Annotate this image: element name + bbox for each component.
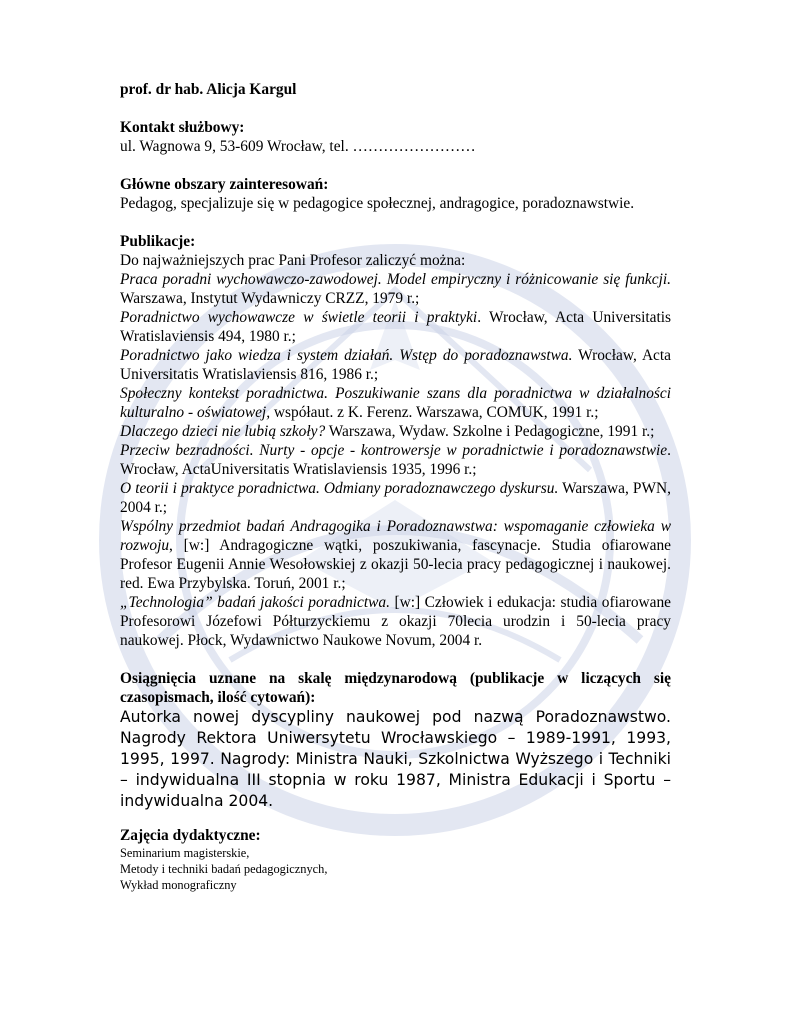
publication-details: współaut. z K. Ferenz. Warszawa, COMUK, 1991 r.; — [270, 404, 599, 421]
publication-item — [120, 517, 671, 593]
publication-title: Poradnictwo wychowawcze w świetle teorii i praktyki — [120, 309, 478, 326]
publication-item — [120, 593, 671, 650]
publication-title: O teorii i praktyce poradnictwa. Odmiany poradoznawczego dyskursu. — [120, 480, 559, 497]
page-title: prof. dr hab. Alicja Kargul — [120, 81, 297, 98]
teaching-item: Wykład monograficzny — [120, 878, 237, 892]
publications-intro: Do najważniejszych prac Pani Profesor zaliczyć można: — [120, 252, 466, 269]
publication-details: , [w:] Andragogiczne wątki, poszukiwania, fascynacje. Studia ofiarowane Profesor Eugenii Annie Wesołowskiej z okazji 50-lecia pracy pedagogicznej i naukowej. red. Ewa Przybylska. Toruń, 2001 r.; — [120, 537, 671, 592]
publication-title: Wspólny przedmiot badań Andragogika i Poradoznawstwa: wspomaganie człowieka w rozwoju — [120, 518, 671, 554]
publication-item — [120, 422, 671, 441]
publication-details: Warszawa, Wydaw. Szkolne i Pedagogiczne, 1991 r.; — [325, 423, 655, 440]
publication-details: . Wrocław, Acta Universitatis Wratislaviensis 494, 1980 r.; — [120, 309, 671, 345]
achievements-text: Autorka nowej dyscypliny naukowej pod nazwą Poradoznawstwo. Nagrody Rektora Uniwersytetu Wrocławskiego – 1989-1991, 1993, 1995, 1997. Nagrody: Ministra Nauki, Szkolnictwa Wyższego i Techniki – indywidualna III stopnia w roku 1987, Ministra Edukacji i Sportu – indywidualna 2004. — [120, 708, 671, 810]
contact-address: ul. Wagnowa 9, 53-609 Wrocław, tel. …………………… — [120, 138, 476, 155]
publication-title: Poradnictwo jako wiedza i system działań. Wstęp do poradoznawstwa. — [120, 347, 573, 364]
publication-details: Wrocław, Acta Universitatis Wratislaviensis 816, 1986 r.; — [120, 347, 671, 383]
publication-details: [w:] Człowiek i edukacja: studia ofiarowane Profesorowi Józefowi Półturzyckiemu z okazji 70lecia urodzin i 50-lecia pracy naukowej. Płock, Wydawnictwo Naukowe Novum, 2004 r. — [120, 594, 671, 649]
teaching-item: Metody i techniki badań pedagogicznych, — [120, 862, 328, 876]
publication-title: „Technologia” badań jakości poradnictwa. — [120, 594, 390, 611]
publication-item — [120, 479, 671, 517]
contact-heading: Kontakt służbowy: — [120, 119, 245, 136]
publication-details: Warszawa, PWN, 2004 r.; — [120, 480, 671, 516]
publication-details: Warszawa, Instytut Wydawniczy CRZZ, 1979 r.; — [120, 290, 420, 307]
publication-title: Przeciw bezradności. Nurty - opcje - kontrowersje w poradnictwie i poradoznawstwie — [120, 442, 668, 459]
document-page — [120, 80, 671, 893]
publication-item — [120, 346, 671, 384]
publication-item — [120, 441, 671, 479]
publications-heading: Publikacje: — [120, 233, 196, 250]
publication-title: Praca poradni wychowawczo-zawodowej. Model empiryczny i różnicowanie się funkcji. — [120, 271, 671, 288]
publication-title: Dlaczego dzieci nie lubią szkoły? — [120, 423, 326, 440]
teaching-item: Seminarium magisterskie, — [120, 846, 250, 860]
publication-item — [120, 308, 671, 346]
interests-heading: Główne obszary zainteresowań: — [120, 176, 329, 193]
interests-text: Pedagog, specjalizuje się w pedagogice społecznej, andragogice, poradoznawstwie. — [120, 195, 635, 212]
publication-title: Społeczny kontekst poradnictwa. Poszukiwanie szans dla poradnictwa w działalności kulturalno - oświatowej, — [120, 385, 671, 421]
publication-item — [120, 384, 671, 422]
publication-details: . Wrocław, ActaUniversitatis Wratislaviensis 1935, 1996 r.; — [120, 442, 671, 478]
publication-item — [120, 270, 671, 308]
teaching-heading: Zajęcia dydaktyczne: — [120, 827, 261, 844]
achievements-heading: Osiągnięcia uznane na skalę międzynarodową (publikacje w liczących się czasopismach, ilość cytowań): — [120, 670, 671, 706]
